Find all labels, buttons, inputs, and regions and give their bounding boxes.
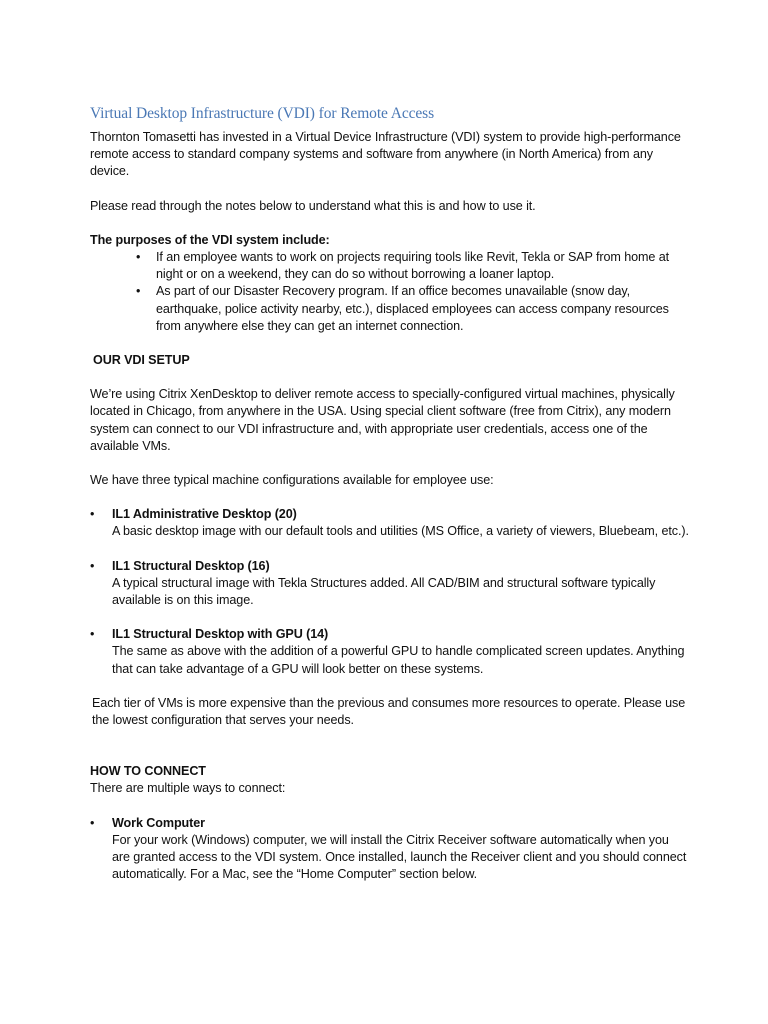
purpose-text: If an employee wants to work on projects requiring tools like Revit, Tekla or SAP from home at night or on a weekend, they can do so without borrowing a loaner laptop. <box>156 250 670 282</box>
setup-heading: OUR VDI SETUP <box>93 353 190 368</box>
connect-intro: There are multiple ways to connect: <box>90 781 286 796</box>
connect-option-name: Work Computer <box>112 815 205 830</box>
connect-heading: HOW TO CONNECT <box>90 764 206 779</box>
list-item <box>90 815 690 884</box>
config-description: The same as above with the addition of a powerful GPU to handle complicated screen updates. Anything that can take advantage of a GPU will look better on these systems. <box>112 644 685 676</box>
list-item <box>90 506 690 540</box>
list-item <box>90 283 690 335</box>
list-item <box>90 249 690 283</box>
purpose-text: As part of our Disaster Recovery program. If an office becomes unavailable (snow day, earthquake, police activity nearby, etc.), displaced employees can access company resources from anywhere else they can get an internet connection. <box>156 284 669 333</box>
bullet-icon: • <box>90 627 95 642</box>
tier-note: Each tier of VMs is more expensive than the previous and consumes more resources to operate. Please use the lowest configuration that serves your needs. <box>92 695 686 728</box>
config-description: A typical structural image with Tekla Structures added. All CAD/BIM and structural software typically available is on this image. <box>112 575 656 608</box>
document-title: Virtual Desktop Infrastructure (VDI) for Remote Access <box>90 105 435 122</box>
setup-paragraph: We’re using Citrix XenDesktop to deliver remote access to specially-configured virtual machines, physically located in Chicago, from anywhere in the USA. Using special client software (free from Citrix), any modern system can connect to our VDI infrastructure and, with appropriate user credentials, access one of the available VMs. <box>90 387 675 453</box>
list-item <box>90 558 690 610</box>
bullet-icon: • <box>90 558 95 573</box>
config-description: A basic desktop image with our default tools and utilities (MS Office, a variety of viewers, Bluebeam, etc.). <box>112 524 689 539</box>
purposes-list <box>90 249 690 335</box>
connect-option-description: For your work (Windows) computer, we will install the Citrix Receiver software automatically when you are granted access to the VDI system. Once installed, launch the Receiver client and you should connect automatically. For a Mac, see the “Home Computer” section below. <box>112 832 687 882</box>
bullet-icon: • <box>90 507 95 522</box>
bullet-icon: • <box>90 815 95 830</box>
document-body <box>90 104 690 884</box>
purposes-heading: The purposes of the VDI system include: <box>90 232 330 247</box>
list-item <box>90 626 690 678</box>
read-note: Please read through the notes below to understand what this is and how to use it. <box>90 198 536 213</box>
config-name: IL1 Structural Desktop (16) <box>112 558 270 573</box>
configs-list <box>90 506 690 678</box>
intro-paragraph: Thornton Tomasetti has invested in a Virtual Device Infrastructure (VDI) system to provide high-performance remote access to standard company systems and software from anywhere (in North America) from any device. <box>90 130 681 179</box>
connect-list <box>90 815 690 884</box>
bullet-icon: • <box>136 284 141 299</box>
bullet-icon: • <box>136 250 141 265</box>
configs-intro: We have three typical machine configurations available for employee use: <box>90 473 494 488</box>
config-name: IL1 Administrative Desktop (20) <box>112 507 297 522</box>
config-name: IL1 Structural Desktop with GPU (14) <box>112 627 329 642</box>
